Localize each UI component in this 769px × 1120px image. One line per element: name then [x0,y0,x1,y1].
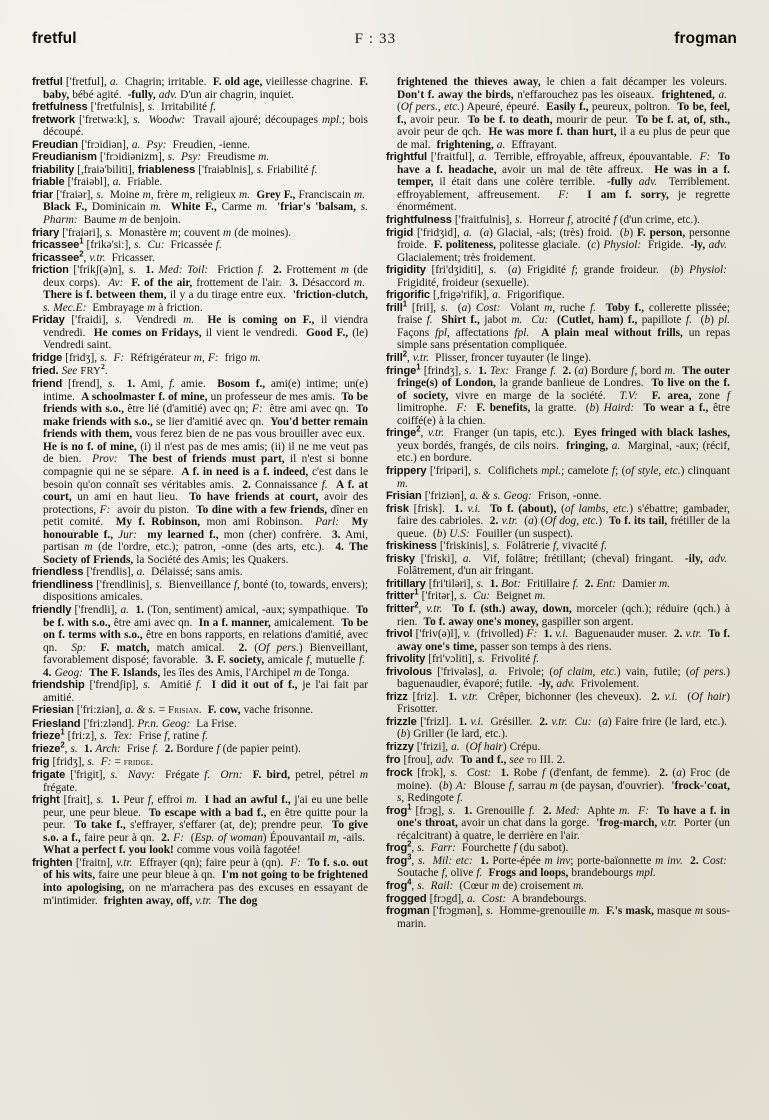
dictionary-entry: friend [frend], s. 1. Ami, f. amie. Bosom f., ami(e) intime; un(e) intime. A schoolmaster f. of mine, un professeur de mes amis. To be friends with s.o., être lié (d'amitié) avec qn; F: être ami avec qn. To make friends with s.o., se lier d'amitié avec qn. You'd better remain friends with them, vous ferez bien de ne pas vous brouiller avec eux. He is no f. of mine, (i) il n'est pas de mes amis; (ii) il ne me veut pas de bien. Prov: The best of friends must part, il n'est si bonne compagnie qui ne se sépare. A f. in need is a f. indeed, c'est dans le besoin qu'on connaît ses véritables amis. 2. Connaissance f. A f. at court, un ami en haut lieu. To have friends at court, avoir des protections, F: avoir du piston. To dine with a few friends, dîner en petit comité. My f. Robinson, mon ami Robinson. Parl: My honourable f., Jur: my learned f., mon (cher) confrère. 3. Ami, partisan m (de l'ordre, etc.); patron, -onne (des arts, etc.). 4. The Society of Friends, la Société des Amis; les Quakers. [32,378,369,566]
dictionary-entry: frog$^1$ [frɔg], s. 1. Grenouille f. 2. Med: Aphte m. F: To have a f. in one's throat, avoir un chat dans la gorge. 'frog-march, v.tr. Porter (un récalcitrant) à quatre, le derrière en l'air. [386,802,731,842]
dictionary-entry: Freudian ['frɔidiən], a. Psy: Freudien, -ienne. [32,138,251,151]
dictionary-entry: Freudianism ['frɔidiənizm], s. Psy: Freudisme m. [32,151,270,164]
dictionary-entry: fridge [fridʒ], s. F: Réfrigérateur m, F: frigo m. [32,352,261,365]
dictionary-entry: friable ['fraiəbl], a. Friable. [32,176,163,189]
dictionary-entry: friendless ['frendlis], a. Délaissé; sans amis. [32,566,243,579]
dictionary-entry: frill$^1$ [fril], s. (a) Cost: Volant m, ruche f. Toby f., collerette plissée; fraise f. Shirt f., jabot m. Cu: (Cutlet, ham) f., papillote f. (b) pl. Façons fpl, affectations fpl. A plain meal without frills, un repas simple sans présentation compliquée. [386,299,730,352]
dictionary-entry: frightened the thieves away, le chien a fait décamper les voleurs. Don't f. away the birds, n'effarouchez pas les oiseaux. frightened, a. (Of pers., etc.) Apeuré, épeuré. Easily f., peureux, poltron. To be, feel, f., avoir peur. To be f. to death, mourir de peur. To be f. at, of, sth., avoir peur de qch. He was more f. than hurt, il a eu plus de peur que de mal. frightening, a. Effrayant. [397,76,730,151]
dictionary-entry: frizzle ['frizl]. 1. v.i. Grésiller. 2. v.tr. Cu: (a) Faire frire (le lard, etc.). (b) Griller (le lard, etc.). [386,715,731,741]
dictionary-entry: frivol ['friv(ə)l], v. (frivolled) F: 1. v.i. Baguenauder muser. 2. v.tr. To f. away one's time, passer son temps à des riens. [386,628,730,653]
page-columns [32,76,739,930]
dictionary-entry: frigid ['fridʒid], a. (a) Glacial, -als; (très) froid. (b) F. person, personne froide. F. politeness, politesse glaciale. (c) Physiol: Frigide. -ly, adv. Glacialement; très froidement. [386,226,730,264]
dictionary-entry: fringe$^1$ [frindʒ], s. 1. Tex: Frange f. 2. (a) Bordure f, bord m. The outer fringe(s) of London, la grande banlieue de Londres. To live on the f. of society, vivre en marge de la société. T.V: F. area, zone f limitrophe. F: F. benefits, la gratte. (b) Haird: To wear a f., être coiffé(e) à la chien. [386,361,730,427]
dictionary-entry: fricassee$^1$ [frikə'si:], s. Cu: Fricassée f. [32,236,222,252]
dictionary-entry: frizzy ['frizi], a. (Of hair) Crépu. [386,740,541,753]
column-right [386,76,730,930]
dictionary-entry: frippery ['fripəri], s. Colifichets mpl.; camelote f; (of style, etc.) clinquant m. [386,464,731,490]
dictionary-entry: frisk [frisk]. 1. v.i. To f. (about), (of lambs, etc.) s'ébattre; gambader, faire des cabrioles. 2. v.tr. (a) (Of dog, etc.) To f. its tail, frétiller de la queue. (b) U.S: Fouiller (un suspect). [386,502,730,540]
running-head-left-word: fretful [32,30,77,47]
dictionary-entry: frigorific [,frigə'rifik], a. Frigorifique. [386,289,565,302]
dictionary-entry: frog$^2$, s. Farr: Fourchette f (du sabot). [386,839,569,855]
dictionary-entry: frogged [frɔgd], a. Cost: A brandebourgs. [386,892,587,905]
dictionary-entry: fretwork ['fretwə:k], s. Woodw: Travail ajouré; découpages mpl.; bois découpé. [32,113,368,139]
dictionary-entry: frieze$^2$, s. 1. Arch: Frise f. 2. Bordure f (de papier peint). [32,740,301,755]
dictionary-entry: frock [frɔk], s. Cost: 1. Robe f (d'enfant, de femme). 2. (a) Froc (de moine). (b) A: Blouse f, sarrau m (de paysan, d'ouvrier). 'frock-'coat, s, Redingote f. [386,767,730,805]
dictionary-entry: frightful ['fraitful], a. Terrible, effroyable, affreux, épouvantable. F: To have a f. headache, avoir un mal de tête affreux. He was in a f. temper, il était dans une colère terrible. -fully adv. Terriblement. effroyablement, affreusement. F: I am f. sorry, je regrette énormément. [386,151,730,214]
dictionary-entry: friendliness ['frendlinis], s. Bienveillance f, bonté (to, towards, envers); dispositions amicales. [32,578,368,604]
dictionary-entry: frightfulness ['fraitfulnis], s. Horreur f, atrocité f (d'un crime, etc.). [386,214,700,227]
dictionary-entry: friendship ['frendʃip], s. Amitié f. I did it out of f., je l'ai fait par amitié. [32,679,369,704]
dictionary-entry: fretful ['fretful], a. Chagrin; irritable. F. old age, vieillesse chagrine. F. baby, bébé agité. -fully, adv. D'un air chagrin, inquiet. [32,76,368,101]
dictionary-entry: fringe$^2$, v.tr. Franger (un tapis, etc.). Eyes fringed with black lashes, yeux bordés, frangés, de cils noirs. fringing, a. Marginal, -aux; (récif, etc.) en bordure. [386,424,731,465]
dictionary-entry: Friesian ['fri:ziən], a. & s. = Frisian. F. cow, vache frisonne. [32,704,314,717]
dictionary-entry: frieze$^1$ [fri:z], s. Tex: Frise f, ratine f. [32,727,209,743]
running-head-right-word: frogman [674,30,737,47]
dictionary-entry: friction ['frikʃ(ə)n], s. 1. Med: Toil: Friction f. 2. Frottement m (de deux corps). Av: F. of the air, frottement de l'air. 3. Désaccord m. There is f. between them, il y a du tirage entre eux. 'friction-clutch, s. Mec.E: Embrayage m à friction. [32,264,368,314]
dictionary-entry: Friday ['fraidi], s. Vendredi m. He is coming on F., il viendra vendredi. He comes on Fridays, il vient le vendredi. Good F., (le) Vendredi saint. [32,314,369,352]
dictionary-entry: frigate ['frigit], s. Navy: Frégate f. Orn: F. bird, petrel, pétrel m frégate. [32,769,369,794]
dictionary-entry: fritter$^2$, v.tr. To f. (sth.) away, down, morceler (qch.); réduire (qch.) à rien. To f. away one's money, gaspiller son argent. [386,600,730,628]
dictionary-entry: friability [,fraiə'biliti], friableness ['fraiəblnis], s. Friabilité f. [32,163,318,176]
dictionary-entry: frogman ['frɔgmən], s. Homme-grenouille m. F.'s mask, masque m sous-marin. [386,905,730,930]
dictionary-entry: fritter$^1$ ['fritər], s. Cu: Beignet m. [386,587,546,603]
dictionary-entry: fried. See FRY$^2$. [32,361,108,377]
dictionary-entry: frighten ['fraitn], v.tr. Effrayer (qn); faire peur à (qn). F: To f. s.o. out of his wits, faire une peur bleue à qn. I'm not going to be frightened into apologising, on ne m'arrachera pas des excuses en essayant de m'intimider. frighten away, off, v.tr. The dog [32,856,369,907]
dictionary-entry: frigidity [fri'dʒiditi], s. (a) Frigidité f; grande froideur. (b) Physiol: Frigidité, froideur (sexuelle). [386,264,730,289]
dictionary-entry: frog$^4$, s. Rail: (Cœur m de) croisement m. [386,877,585,892]
dictionary-entry: frivolity [fri'vɔliti], s. Frivolité f. [386,653,540,666]
running-head [32,30,737,76]
dictionary-entry: fritillary [fri'tiləri], s. 1. Bot: Fritillaire f. 2. Ent: Damier m. [386,577,671,590]
dictionary-entry: friendly ['frendli], a. 1. (Ton, sentiment) amical, -aux; sympathique. To be f. with s.o., être ami avec qn. In a f. manner, amicalement. To be on f. terms with s.o., être en bons rapports, en relations d'amitié, avec qn. Sp: F. match, match amical. 2. (Of pers.) Bienveillant, favorablement disposé; favorable. 3. F. society, amicale f, mutuelle f. 4. Geog: The F. Islands, les îles des Amis, l'Archipel m de Tonga. [32,603,368,679]
dictionary-entry: fright [frait], s. 1. Peur f, effroi m. I had an awful f., j'ai eu une belle peur, une peur bleue. To escape with a bad f., en être quitte pour la peur. To take f., s'effrayer, s'effarer (at, de); prendre peur. To give s.o. a f., faire peur à qn. 2. F: (Esp. of woman) Épouvantail m, -ails. What a perfect f. you look! comme vous voilà fagotée! [32,794,369,857]
dictionary-entry: frizz [friz]. 1. v.tr. Crêper, bichonner (les cheveux). 2. v.i. (Of hair) Frisotter. [386,690,731,716]
dictionary-entry: frog$^3$, s. Mil: etc: 1. Porte-épée m inv; porte-baïonnette m inv. 2. Cost: Soutache f, olive f. Frogs and loops, brandebourgs mpl. [386,852,731,880]
running-head-page-number: F : 33 [354,31,397,47]
dictionary-entry: fricassee$^2$, v.tr. Fricasser. [32,248,155,264]
dictionary-entry: fro [frou], adv. To and f., see to III. 2. [386,753,566,766]
dictionary-entry: frill$^2$, v.tr. Plisser, froncer tuyauter (le linge). [386,349,592,365]
column-left [32,76,368,907]
dictionary-entry: frivolous ['frivələs], a. Frivole; (of claim, etc.) vain, futile; (of pers.) baguenaudier, évaporé; futile. -ly, adv. Frivolement. [386,665,730,691]
dictionary-entry: friary ['fraiəri], s. Monastère m; couvent m (de moines). [32,226,292,239]
dictionary-entry: friskiness ['friskinis], s. Folâtrerie f, vivacité f. [386,540,607,553]
dictionary-entry: frig [fridʒ], s. F: = fridge. [32,755,154,768]
dictionary-entry: frisky ['friski], a. Vif, folâtre; frétillant; (cheval) fringant. -ily, adv. Folâtrement, d'un air fringant. [386,552,731,578]
dictionary-entry: Frisian ['friziən], a. & s. Geog: Frison, -onne. [386,490,602,503]
dictionary-entry: friar ['fraiər], s. Moine m, frère m, religieux m. Grey F., Franciscain m. Black F., Dominicain m. White F., Carme m. 'friar's 'balsam, s. Pharm: Baume m de benjoin. [32,188,368,227]
dictionary-entry: Friesland ['fri:zlənd]. Pr.n. Geog: La Frise. [32,717,237,730]
dictionary-entry: fretfulness ['fretfulnis], s. Irritabilité f. [32,101,217,114]
